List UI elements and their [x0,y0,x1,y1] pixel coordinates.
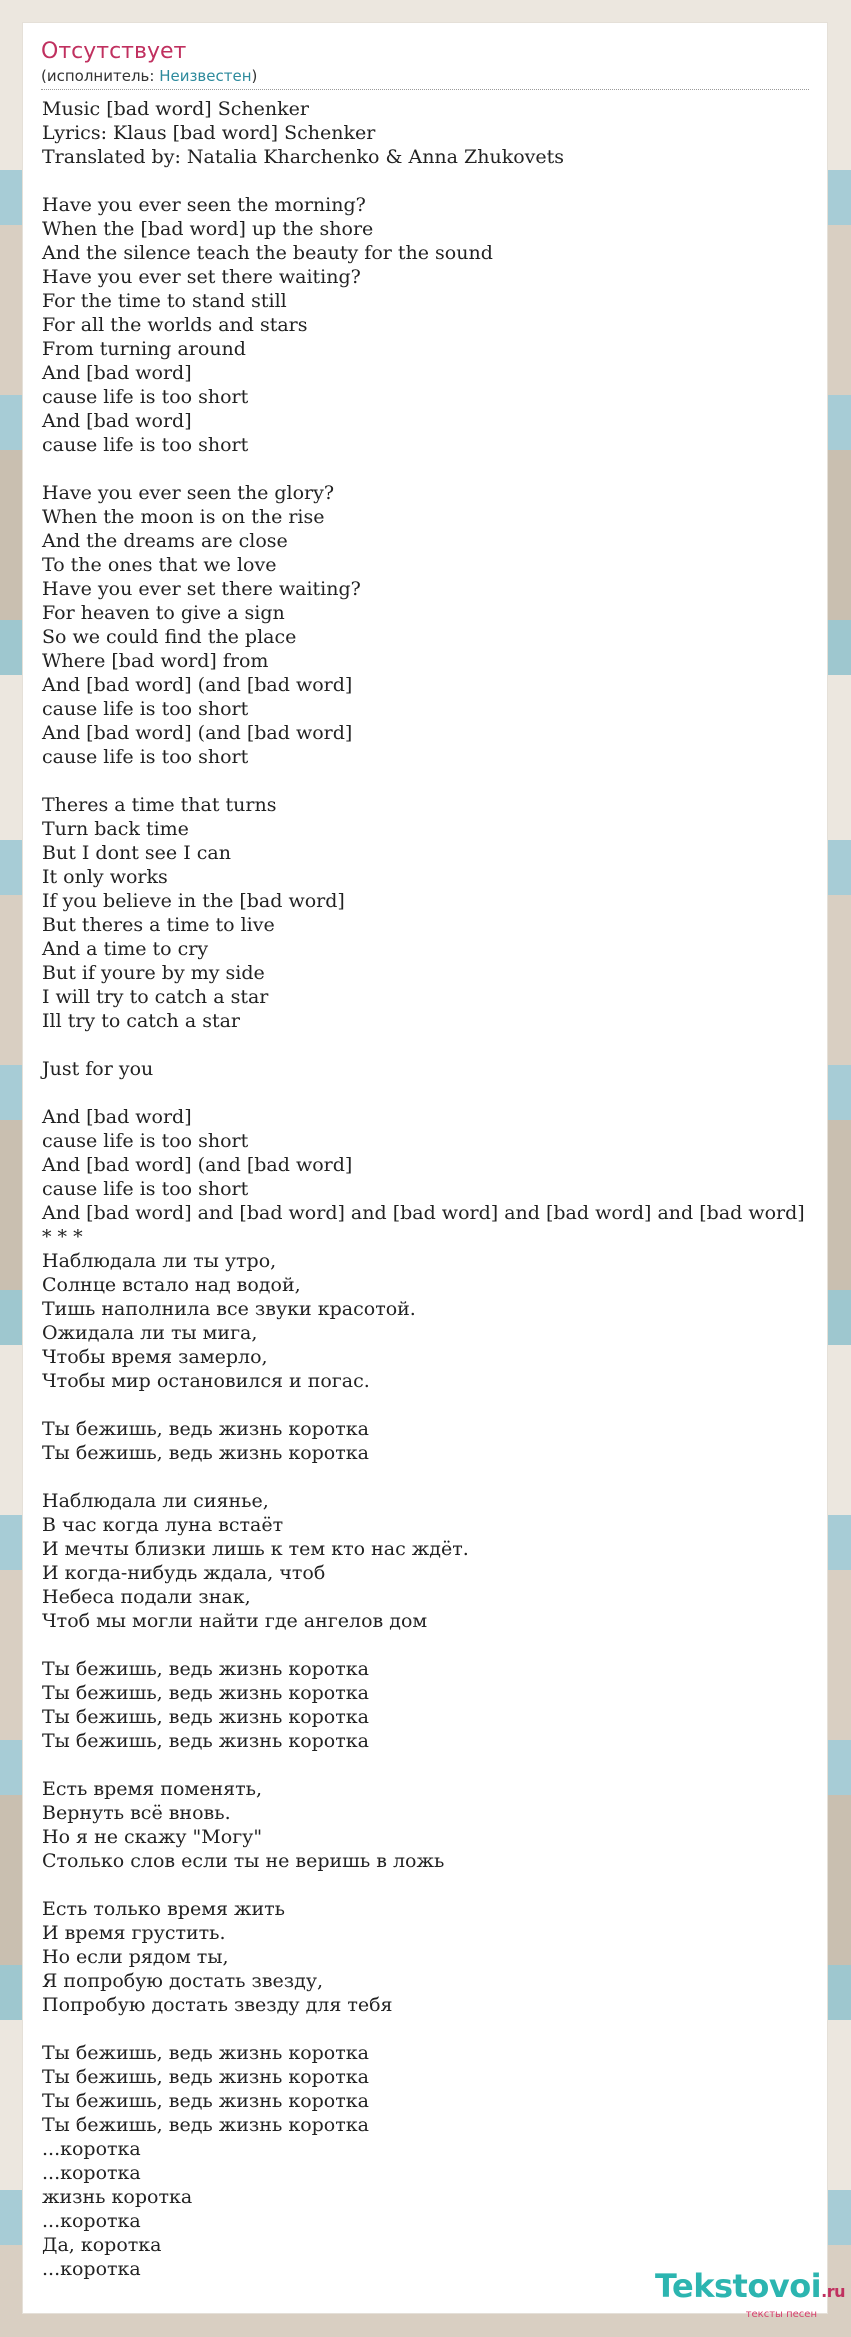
lyric-line: And the silence teach the beauty for the sound [42,242,493,264]
lyric-line: Чтобы время замерло, [42,1346,268,1368]
lyric-line: For heaven to give a sign [42,602,285,624]
lyric-line: жизнь коротка [42,2186,193,2208]
lyric-line: And [bad word] [42,1106,192,1128]
lyric-line: Есть только время жить [42,1898,286,1920]
lyric-line: Have you ever seen the morning? [42,194,366,216]
lyric-line [42,769,827,793]
lyric-line: Чтобы мир остановился и погас. [42,1370,370,1392]
lyric-line: And [bad word] (and [bad word] [42,674,353,696]
lyric-line: Music [bad word] Schenker [42,98,309,120]
lyric-line: cause life is too short [42,698,249,720]
lyric-line: And [bad word] [42,410,192,432]
lyric-line: And the dreams are close [42,530,288,552]
artist-link[interactable]: Неизвестен [159,67,252,85]
lyric-line: Попробую достать звезду для тебя [42,1994,393,2016]
lyric-line: For all the worlds and stars [42,314,308,336]
site-logo[interactable] [655,2269,845,2321]
lyric-line: But I dont see I can [42,842,231,864]
lyric-line [42,169,827,193]
lyric-line: And [bad word] [42,362,192,384]
lyric-line: Тишь наполнила все звуки красотой. [42,1298,416,1320]
lyric-line: И когда-нибудь ждала, чтоб [42,1562,326,1584]
lyric-line: И время грустить. [42,1922,226,1944]
lyric-line: Наблюдала ли ты утро, [42,1250,277,1272]
song-title: Отсутствует [41,39,187,64]
lyric-line: And a time to cry [42,938,209,960]
lyric-line: Ты бежишь, ведь жизнь коротка [42,2114,369,2136]
logo-tagline: тексты песен [745,2309,817,2320]
lyric-line: If you believe in the [bad word] [42,890,345,912]
lyric-line: cause life is too short [42,746,249,768]
lyric-line: I will try to catch a star [42,986,269,1008]
lyric-line: When the moon is on the rise [42,506,325,528]
lyric-line: Но я не скажу "Могу" [42,1826,263,1848]
lyric-line: Have you ever set there waiting? [42,266,361,288]
lyric-line: To the ones that we love [42,554,277,576]
lyrics-text [42,97,827,2281]
lyric-line: Translated by: Natalia Kharchenko & Anna Zhukovets [42,146,565,168]
lyric-line: So we could find the place [42,626,297,648]
lyric-line: But theres a time to live [42,914,275,936]
lyric-line: Да, коротка [42,2234,162,2256]
lyric-line: Чтоб мы могли найти где ангелов дом [42,1610,428,1632]
lyric-line [42,1873,827,1897]
lyric-line: For the time to stand still [42,290,287,312]
lyric-line: Have you ever set there waiting? [42,578,361,600]
lyric-line: Столько слов если ты не веришь в ложь [42,1850,445,1872]
song-header [41,38,809,90]
lyric-line: Есть время поменять, [42,1778,262,1800]
lyric-line: ...коротка [42,2162,141,2184]
lyric-line: И мечты близки лишь к тем кто нас ждёт. [42,1538,469,1560]
lyric-line: When the [bad word] up the shore [42,218,374,240]
lyric-line: From turning around [42,338,246,360]
logo-wordmark: Tekstovoi.ru [654,2267,845,2305]
lyric-line: В час когда луна встаёт [42,1514,284,1536]
lyric-line: And [bad word] (and [bad word] [42,1154,353,1176]
lyric-line [42,1753,827,1777]
lyric-line [42,1081,827,1105]
lyric-line: ...коротка [42,2258,141,2280]
lyric-line: Небеса подали знак, [42,1586,251,1608]
lyric-line: Turn back time [42,818,189,840]
lyric-line [42,1633,827,1657]
lyric-line [42,2017,827,2041]
lyric-line: ...коротка [42,2138,141,2160]
lyric-line: But if youre by my side [42,962,265,984]
lyric-line: Ты бежишь, ведь жизнь коротка [42,1442,369,1464]
lyric-line: Ты бежишь, ведь жизнь коротка [42,1418,369,1440]
lyric-line: Но если рядом ты, [42,1946,229,1968]
lyric-line: Lyrics: Klaus [bad word] Schenker [42,122,376,144]
lyric-line [42,1393,827,1417]
lyric-line: Just for you [42,1058,154,1080]
lyric-line: Солнце встало над водой, [42,1274,301,1296]
lyrics-card [23,23,827,2313]
lyric-line [42,1033,827,1057]
lyric-line: It only works [42,866,168,888]
lyric-line: Ты бежишь, ведь жизнь коротка [42,2042,369,2064]
lyric-line: cause life is too short [42,386,249,408]
lyric-line: cause life is too short [42,1130,249,1152]
lyric-line: Where [bad word] from [42,650,269,672]
artist-line [41,66,809,86]
lyric-line: Наблюдала ли сиянье, [42,1490,269,1512]
lyric-line: Ты бежишь, ведь жизнь коротка [42,1658,369,1680]
lyric-line: Ожидала ли ты мига, [42,1322,258,1344]
lyric-line: Ill try to catch a star [42,1010,240,1032]
artist-prefix: (исполнитель: [41,67,160,85]
lyric-line: Ты бежишь, ведь жизнь коротка [42,2066,369,2088]
lyric-line: And [bad word] (and [bad word] [42,722,353,744]
lyric-line [42,1465,827,1489]
lyric-line: Вернуть всё вновь. [42,1802,231,1824]
lyric-line: Theres a time that turns [42,794,277,816]
logo-domain-suffix: .ru [821,2282,845,2301]
lyric-line: Ты бежишь, ведь жизнь коротка [42,2090,369,2112]
lyric-line: Have you ever seen the glory? [42,482,335,504]
lyric-line: cause life is too short [42,434,249,456]
lyric-line: Я попробую достать звезду, [42,1970,324,1992]
lyric-line: cause life is too short [42,1178,249,1200]
lyric-line: * * * [42,1226,83,1248]
lyric-line: Ты бежишь, ведь жизнь коротка [42,1706,369,1728]
artist-suffix: ) [251,67,258,85]
lyric-line: ...коротка [42,2210,141,2232]
lyric-line [42,457,827,481]
lyric-line: And [bad word] and [bad word] and [bad word] and [bad word] and [bad word] [42,1202,805,1224]
lyric-line: Ты бежишь, ведь жизнь коротка [42,1730,369,1752]
lyric-line: Ты бежишь, ведь жизнь коротка [42,1682,369,1704]
